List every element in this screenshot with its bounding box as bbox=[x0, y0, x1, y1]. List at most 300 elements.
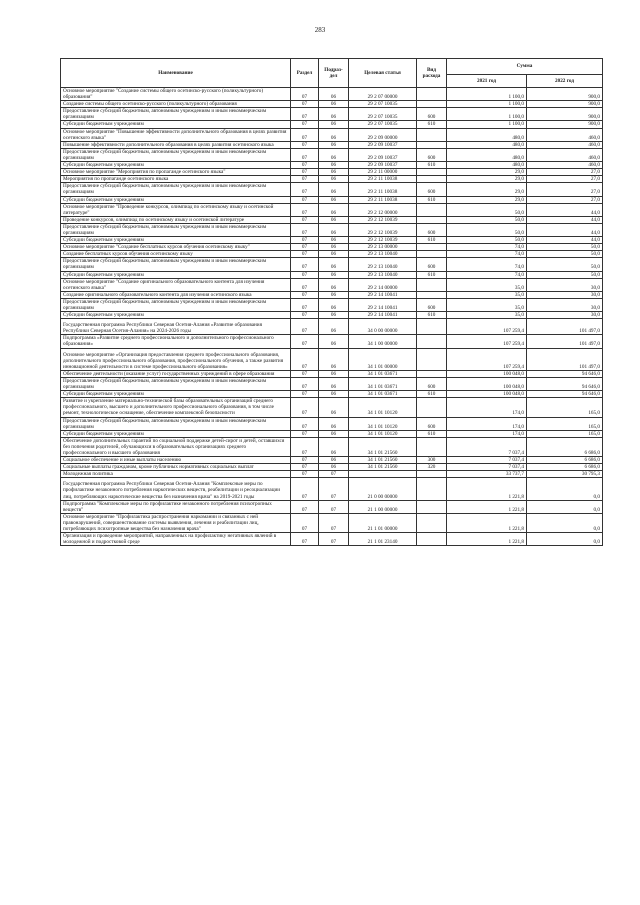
row-subsection: 06 bbox=[319, 348, 349, 370]
row-name: Основное мероприятие "Проведение конкурсов, олимпиад по осетинскому языку и осетинской литературе" bbox=[61, 203, 291, 216]
table-row bbox=[61, 533, 603, 546]
row-target: 21 1 01 23140 bbox=[349, 533, 417, 546]
row-target: 29 2 14 10041 bbox=[349, 298, 417, 311]
row-target: 34 1 01 03671 bbox=[349, 391, 417, 398]
row-target: 29 2 07 10035 bbox=[349, 108, 417, 121]
row-subsection: 07 bbox=[319, 478, 349, 500]
row-sum-2022: 50,0 bbox=[527, 271, 603, 278]
row-expense-type: 600 bbox=[417, 258, 447, 271]
row-target: 29 2 09 10037 bbox=[349, 141, 417, 148]
table-row bbox=[61, 391, 603, 398]
row-target: 29 2 09 00000 bbox=[349, 128, 417, 141]
table-row bbox=[61, 223, 603, 236]
row-target: 29 2 13 10040 bbox=[349, 271, 417, 278]
row-sum-2022: 50,0 bbox=[527, 251, 603, 258]
row-sum-2022: 44,0 bbox=[527, 237, 603, 244]
row-expense-type bbox=[417, 370, 447, 377]
row-subsection: 06 bbox=[319, 278, 349, 291]
row-sum-2021: 29,0 bbox=[447, 196, 527, 203]
row-name: Государственная программа Республики Северная Осетия-Алания "Комплексные меры по профилактике незаконного потребления наркотических веществ, реабилитации и ресоциализации лиц, потребляющих наркотические вещества без назначения врача" на 2019-2021 годы bbox=[61, 478, 291, 500]
row-sum-2022: 50,0 bbox=[527, 258, 603, 271]
row-section: 07 bbox=[291, 335, 319, 348]
row-target: 29 2 13 10040 bbox=[349, 258, 417, 271]
row-sum-2021: 74,0 bbox=[447, 251, 527, 258]
row-subsection: 06 bbox=[319, 430, 349, 437]
row-sum-2022: 94 646,0 bbox=[527, 370, 603, 377]
table-row bbox=[61, 377, 603, 390]
row-name: Предоставление субсидий бюджетным, автономным учреждениям и иным некоммерческим организациям bbox=[61, 183, 291, 196]
row-target: 29 2 12 10039 bbox=[349, 223, 417, 236]
row-subsection: 06 bbox=[319, 101, 349, 108]
row-name: Создание оригинального образовательного контента для изучения осетинского языка bbox=[61, 291, 291, 298]
row-subsection: 06 bbox=[319, 464, 349, 471]
row-target: 21 1 00 00000 bbox=[349, 500, 417, 513]
row-section: 07 bbox=[291, 457, 319, 464]
row-section: 07 bbox=[291, 278, 319, 291]
row-sum-2022: 27,0 bbox=[527, 176, 603, 183]
row-name: Субсидии бюджетным учреждениям bbox=[61, 391, 291, 398]
row-expense-type bbox=[417, 128, 447, 141]
row-sum-2022: 44,0 bbox=[527, 203, 603, 216]
row-expense-type bbox=[417, 478, 447, 500]
row-subsection: 06 bbox=[319, 319, 349, 335]
row-sum-2021: 35,0 bbox=[447, 298, 527, 311]
row-subsection: 06 bbox=[319, 291, 349, 298]
row-sum-2022: 101 497,0 bbox=[527, 319, 603, 335]
row-name: Предоставление субсидий бюджетным, автономным учреждениям и иным некоммерческим организациям bbox=[61, 148, 291, 161]
row-expense-type: 600 bbox=[417, 417, 447, 430]
row-sum-2021: 100 048,0 bbox=[447, 370, 527, 377]
row-target: 29 2 09 10037 bbox=[349, 162, 417, 169]
row-sum-2022: 900,0 bbox=[527, 108, 603, 121]
row-sum-2022: 44,0 bbox=[527, 223, 603, 236]
table-row bbox=[61, 478, 603, 500]
table-row bbox=[61, 108, 603, 121]
row-target: 29 2 14 10041 bbox=[349, 312, 417, 319]
table-row bbox=[61, 162, 603, 169]
row-expense-type: 600 bbox=[417, 183, 447, 196]
row-name: Субсидии бюджетным учреждениям bbox=[61, 271, 291, 278]
row-sum-2021: 7 037,4 bbox=[447, 464, 527, 471]
row-expense-type bbox=[417, 471, 447, 478]
row-name: Создание системы общего осетинско-русского (поликультурного) образования bbox=[61, 101, 291, 108]
row-sum-2021: 100 048,0 bbox=[447, 391, 527, 398]
row-subsection: 07 bbox=[319, 533, 349, 546]
row-section: 07 bbox=[291, 258, 319, 271]
row-expense-type: 600 bbox=[417, 377, 447, 390]
row-subsection: 06 bbox=[319, 148, 349, 161]
row-sum-2022: 460,0 bbox=[527, 128, 603, 141]
row-expense-type: 600 bbox=[417, 108, 447, 121]
row-expense-type: 610 bbox=[417, 430, 447, 437]
table-row bbox=[61, 278, 603, 291]
table-row bbox=[61, 121, 603, 128]
table-row bbox=[61, 176, 603, 183]
row-name: Субсидии бюджетным учреждениям bbox=[61, 162, 291, 169]
row-section: 07 bbox=[291, 223, 319, 236]
row-section: 07 bbox=[291, 291, 319, 298]
row-expense-type bbox=[417, 291, 447, 298]
row-section: 07 bbox=[291, 121, 319, 128]
row-expense-type: 610 bbox=[417, 237, 447, 244]
row-target: 29 2 11 10038 bbox=[349, 176, 417, 183]
row-sum-2021: 35,0 bbox=[447, 278, 527, 291]
row-section: 07 bbox=[291, 176, 319, 183]
row-sum-2022: 30 795,3 bbox=[527, 471, 603, 478]
row-sum-2021: 1 221,8 bbox=[447, 513, 527, 532]
row-subsection: 06 bbox=[319, 108, 349, 121]
row-name: Субсидии бюджетным учреждениям bbox=[61, 312, 291, 319]
row-sum-2022: 30,0 bbox=[527, 291, 603, 298]
table-row bbox=[61, 203, 603, 216]
table-row bbox=[61, 169, 603, 176]
row-sum-2022: 101 497,0 bbox=[527, 335, 603, 348]
row-name: Субсидии бюджетным учреждениям bbox=[61, 430, 291, 437]
row-subsection: 07 bbox=[319, 500, 349, 513]
row-subsection: 06 bbox=[319, 203, 349, 216]
row-expense-type: 600 bbox=[417, 223, 447, 236]
row-sum-2021: 1 100,0 bbox=[447, 121, 527, 128]
row-expense-type bbox=[417, 335, 447, 348]
table-row bbox=[61, 88, 603, 101]
table-row bbox=[61, 141, 603, 148]
table-row bbox=[61, 500, 603, 513]
row-subsection: 06 bbox=[319, 370, 349, 377]
row-subsection: 06 bbox=[319, 398, 349, 417]
row-expense-type bbox=[417, 141, 447, 148]
row-subsection: 06 bbox=[319, 223, 349, 236]
row-expense-type bbox=[417, 278, 447, 291]
row-sum-2022: 44,0 bbox=[527, 216, 603, 223]
header-target: Целевая статья bbox=[349, 59, 417, 88]
row-subsection: 06 bbox=[319, 128, 349, 141]
row-sum-2021: 107 259,4 bbox=[447, 348, 527, 370]
table-row bbox=[61, 128, 603, 141]
row-target: 34 1 00 00000 bbox=[349, 335, 417, 348]
row-section: 07 bbox=[291, 203, 319, 216]
row-sum-2021: 1 100,0 bbox=[447, 108, 527, 121]
row-expense-type: 610 bbox=[417, 312, 447, 319]
row-subsection: 06 bbox=[319, 298, 349, 311]
row-sum-2021: 50,0 bbox=[447, 237, 527, 244]
table-row bbox=[61, 216, 603, 223]
row-section: 07 bbox=[291, 141, 319, 148]
row-sum-2021: 480,0 bbox=[447, 162, 527, 169]
row-expense-type: 610 bbox=[417, 391, 447, 398]
row-sum-2022: 0,0 bbox=[527, 478, 603, 500]
row-name: Развитие и укрепление материально-технической базы образовательных организаций среднего профессионального, высшего и дополнительного профессионального образования, в том числе ремонт, технологическое оснащение, обеспечение комплексной безопасности bbox=[61, 398, 291, 417]
row-name: Мероприятия по пропаганде осетинского языка bbox=[61, 176, 291, 183]
table-body bbox=[61, 88, 603, 546]
row-sum-2021: 174,0 bbox=[447, 398, 527, 417]
table-row bbox=[61, 430, 603, 437]
table-row bbox=[61, 244, 603, 251]
table-row bbox=[61, 319, 603, 335]
row-section: 07 bbox=[291, 183, 319, 196]
row-name: Социальное обеспечение и иные выплаты населению bbox=[61, 457, 291, 464]
row-target: 34 0 00 00000 bbox=[349, 319, 417, 335]
row-target: 29 2 09 10037 bbox=[349, 148, 417, 161]
row-sum-2021: 29,0 bbox=[447, 183, 527, 196]
row-sum-2021: 50,0 bbox=[447, 216, 527, 223]
table-row bbox=[61, 457, 603, 464]
row-name: Субсидии бюджетным учреждениям bbox=[61, 196, 291, 203]
row-name: Основное мероприятие "Повышение эффективности дополнительного образования в целях развития осетинского языка" bbox=[61, 128, 291, 141]
table-row bbox=[61, 101, 603, 108]
row-sum-2022: 30,0 bbox=[527, 312, 603, 319]
page-number: 283 bbox=[314, 26, 326, 34]
row-expense-type bbox=[417, 533, 447, 546]
row-sum-2022: 27,0 bbox=[527, 196, 603, 203]
row-sum-2021: 29,0 bbox=[447, 169, 527, 176]
row-sum-2022: 165,0 bbox=[527, 417, 603, 430]
row-section: 07 bbox=[291, 478, 319, 500]
row-section: 07 bbox=[291, 216, 319, 223]
row-section: 07 bbox=[291, 128, 319, 141]
row-sum-2021: 50,0 bbox=[447, 203, 527, 216]
row-target: 34 1 01 21560 bbox=[349, 464, 417, 471]
row-expense-type bbox=[417, 203, 447, 216]
row-sum-2021: 174,0 bbox=[447, 417, 527, 430]
row-target: 29 2 12 00000 bbox=[349, 203, 417, 216]
row-section: 07 bbox=[291, 500, 319, 513]
row-section: 07 bbox=[291, 391, 319, 398]
row-subsection: 07 bbox=[319, 513, 349, 532]
row-sum-2021: 174,0 bbox=[447, 430, 527, 437]
row-sum-2021: 35,0 bbox=[447, 312, 527, 319]
row-sum-2021: 480,0 bbox=[447, 148, 527, 161]
row-sum-2022: 30,0 bbox=[527, 278, 603, 291]
row-sum-2021: 1 221,8 bbox=[447, 500, 527, 513]
row-name: Повышение эффективности дополнительного образования в целях развития осетинского языка bbox=[61, 141, 291, 148]
row-expense-type bbox=[417, 88, 447, 101]
row-name: Организация и проведение мероприятий, направленных на профилактику негативных явлений в молодежной и подростковой среде bbox=[61, 533, 291, 546]
row-sum-2021: 480,0 bbox=[447, 128, 527, 141]
header-subsection: Подраз-дел bbox=[319, 59, 349, 88]
row-subsection: 06 bbox=[319, 417, 349, 430]
row-sum-2021: 1 100,0 bbox=[447, 88, 527, 101]
row-sum-2022: 900,0 bbox=[527, 121, 603, 128]
row-name: Подпрограмма "Комплексные меры по профилактике незаконного потребления психотропных веществ" bbox=[61, 500, 291, 513]
row-target: 21 0 00 00000 bbox=[349, 478, 417, 500]
row-section: 07 bbox=[291, 271, 319, 278]
row-section: 07 bbox=[291, 398, 319, 417]
header-sum: Сумма bbox=[447, 59, 603, 75]
row-name: Основное мероприятие "Мероприятия по пропаганде осетинского языка" bbox=[61, 169, 291, 176]
row-name: Предоставление субсидий бюджетным, автономным учреждениям и иным некоммерческим организациям bbox=[61, 258, 291, 271]
row-section: 07 bbox=[291, 513, 319, 532]
row-subsection: 06 bbox=[319, 183, 349, 196]
row-section: 07 bbox=[291, 169, 319, 176]
row-subsection: 06 bbox=[319, 251, 349, 258]
row-section: 07 bbox=[291, 237, 319, 244]
row-sum-2022: 6 686,0 bbox=[527, 464, 603, 471]
row-section: 07 bbox=[291, 101, 319, 108]
row-expense-type: 300 bbox=[417, 457, 447, 464]
row-expense-type bbox=[417, 513, 447, 532]
header-year-2021: 2021 год bbox=[447, 75, 527, 88]
row-section: 07 bbox=[291, 108, 319, 121]
table-row bbox=[61, 437, 603, 456]
row-sum-2022: 94 646,0 bbox=[527, 377, 603, 390]
row-sum-2021: 1 221,8 bbox=[447, 478, 527, 500]
row-sum-2022: 165,0 bbox=[527, 398, 603, 417]
row-target: 34 1 01 00000 bbox=[349, 348, 417, 370]
row-subsection: 06 bbox=[319, 88, 349, 101]
table-row bbox=[61, 258, 603, 271]
row-subsection: 06 bbox=[319, 244, 349, 251]
table-row bbox=[61, 312, 603, 319]
row-section: 07 bbox=[291, 348, 319, 370]
table-row bbox=[61, 370, 603, 377]
row-subsection: 06 bbox=[319, 176, 349, 183]
row-expense-type: 320 bbox=[417, 464, 447, 471]
row-section: 07 bbox=[291, 312, 319, 319]
row-name: Основное мероприятие "Создание бесплатных курсов обучения осетинскому языку" bbox=[61, 244, 291, 251]
row-sum-2022: 50,0 bbox=[527, 244, 603, 251]
row-target: 29 2 07 10035 bbox=[349, 121, 417, 128]
row-section: 07 bbox=[291, 148, 319, 161]
row-target bbox=[349, 471, 417, 478]
row-sum-2022: 460,0 bbox=[527, 148, 603, 161]
row-target: 21 1 01 00000 bbox=[349, 513, 417, 532]
row-target: 29 2 13 10040 bbox=[349, 251, 417, 258]
table-row bbox=[61, 335, 603, 348]
row-section: 07 bbox=[291, 430, 319, 437]
row-target: 34 1 01 10120 bbox=[349, 430, 417, 437]
row-sum-2022: 27,0 bbox=[527, 183, 603, 196]
table-row bbox=[61, 271, 603, 278]
row-name: Обеспечение деятельности (оказание услуг) государственных учреждений в сфере образования bbox=[61, 370, 291, 377]
row-name: Предоставление субсидий бюджетным, автономным учреждениям и иным некоммерческим организациям bbox=[61, 298, 291, 311]
row-sum-2022: 6 686,0 bbox=[527, 457, 603, 464]
row-sum-2021: 35,0 bbox=[447, 291, 527, 298]
table-row bbox=[61, 464, 603, 471]
row-name: Создание бесплатных курсов обучения осетинскому языку bbox=[61, 251, 291, 258]
table-row bbox=[61, 148, 603, 161]
row-name: Предоставление субсидий бюджетным, автономным учреждениям и иным некоммерческим организациям bbox=[61, 223, 291, 236]
row-target: 34 1 01 03671 bbox=[349, 370, 417, 377]
row-section: 07 bbox=[291, 533, 319, 546]
row-sum-2022: 94 646,0 bbox=[527, 391, 603, 398]
table-row bbox=[61, 196, 603, 203]
row-expense-type: 610 bbox=[417, 162, 447, 169]
table-row bbox=[61, 417, 603, 430]
row-target: 34 1 01 21560 bbox=[349, 457, 417, 464]
row-target: 29 2 12 10039 bbox=[349, 216, 417, 223]
row-name: Субсидии бюджетным учреждениям bbox=[61, 237, 291, 244]
row-name: Основное мероприятие "Создание системы общего осетинско-русского (поликультурного) образования" bbox=[61, 88, 291, 101]
row-name: Основное мероприятие «Организация предоставления среднего профессионального образования, дополнительного профессионального образования, профессионального обучения, а также развития инновационной деятельности в системе профессионального образования» bbox=[61, 348, 291, 370]
row-sum-2022: 0,0 bbox=[527, 533, 603, 546]
row-section: 07 bbox=[291, 464, 319, 471]
row-expense-type bbox=[417, 500, 447, 513]
row-expense-type: 610 bbox=[417, 196, 447, 203]
budget-table bbox=[60, 58, 603, 546]
row-subsection: 06 bbox=[319, 216, 349, 223]
row-expense-type bbox=[417, 319, 447, 335]
row-subsection: 06 bbox=[319, 377, 349, 390]
row-expense-type bbox=[417, 176, 447, 183]
row-section: 07 bbox=[291, 162, 319, 169]
row-name: Основное мероприятие "Профилактика распространения наркомании и связанных с ней правонарушений, совершенствование системы выявления, лечения и реабилитации лиц, потребляющих психотропные вещества без назначения врача" bbox=[61, 513, 291, 532]
row-expense-type bbox=[417, 251, 447, 258]
header-name: Наименование bbox=[61, 59, 291, 88]
table-row bbox=[61, 237, 603, 244]
row-sum-2022: 0,0 bbox=[527, 500, 603, 513]
row-sum-2021: 107 259,4 bbox=[447, 335, 527, 348]
row-target: 34 1 01 10120 bbox=[349, 417, 417, 430]
row-sum-2021: 74,0 bbox=[447, 244, 527, 251]
row-target: 34 1 01 21560 bbox=[349, 437, 417, 456]
row-section: 07 bbox=[291, 251, 319, 258]
row-expense-type: 600 bbox=[417, 148, 447, 161]
row-section: 07 bbox=[291, 471, 319, 478]
row-name: Обеспечение дополнительных гарантий по социальной поддержке детей-сирот и детей, оставшихся без попечения родителей, обучающихся в образовательных организациях среднего профессионального и высшего образования bbox=[61, 437, 291, 456]
row-sum-2021: 50,0 bbox=[447, 223, 527, 236]
row-name: Подпрограмма «Развитие среднего профессионального и дополнительного профессионального образования» bbox=[61, 335, 291, 348]
header-section: Раздел bbox=[291, 59, 319, 88]
row-sum-2022: 165,0 bbox=[527, 430, 603, 437]
row-target: 29 2 13 00000 bbox=[349, 244, 417, 251]
row-subsection: 06 bbox=[319, 437, 349, 456]
row-target: 29 2 14 00000 bbox=[349, 278, 417, 291]
row-expense-type: 600 bbox=[417, 298, 447, 311]
table-row bbox=[61, 398, 603, 417]
row-target: 29 2 11 10038 bbox=[349, 196, 417, 203]
row-sum-2022: 900,0 bbox=[527, 88, 603, 101]
row-subsection: 06 bbox=[319, 258, 349, 271]
row-sum-2021: 74,0 bbox=[447, 258, 527, 271]
row-expense-type bbox=[417, 216, 447, 223]
row-sum-2022: 30,0 bbox=[527, 298, 603, 311]
row-name: Субсидии бюджетным учреждениям bbox=[61, 121, 291, 128]
row-section: 07 bbox=[291, 417, 319, 430]
row-sum-2021: 29,0 bbox=[447, 176, 527, 183]
row-name: Предоставление субсидий бюджетным, автономным учреждениям и иным некоммерческим организациям bbox=[61, 377, 291, 390]
row-name: Предоставление субсидий бюджетным, автономным учреждениям и иным некоммерческим организациям bbox=[61, 417, 291, 430]
row-name: Проведение конкурсов, олимпиад по осетинскому языку и осетинской литературе bbox=[61, 216, 291, 223]
row-target: 29 2 12 10039 bbox=[349, 237, 417, 244]
row-subsection: 06 bbox=[319, 457, 349, 464]
row-subsection: 06 bbox=[319, 169, 349, 176]
row-sum-2022: 460,0 bbox=[527, 162, 603, 169]
row-section: 07 bbox=[291, 437, 319, 456]
row-subsection: 06 bbox=[319, 312, 349, 319]
row-section: 07 bbox=[291, 319, 319, 335]
row-target: 34 1 01 10120 bbox=[349, 398, 417, 417]
table-header-row bbox=[61, 59, 603, 75]
table-row bbox=[61, 348, 603, 370]
row-section: 07 bbox=[291, 244, 319, 251]
row-subsection: 06 bbox=[319, 196, 349, 203]
row-expense-type bbox=[417, 398, 447, 417]
row-target: 29 2 11 10038 bbox=[349, 183, 417, 196]
row-name: Государственная программа Республики Северная Осетия-Алания «Развитие образования Республики Северная Осетия-Алания» на 2024-2026 годы bbox=[61, 319, 291, 335]
table-row bbox=[61, 183, 603, 196]
row-subsection: 06 bbox=[319, 237, 349, 244]
row-sum-2021: 7 037,4 bbox=[447, 437, 527, 456]
row-sum-2021: 480,0 bbox=[447, 141, 527, 148]
row-subsection: 06 bbox=[319, 141, 349, 148]
row-sum-2022: 900,0 bbox=[527, 101, 603, 108]
row-sum-2021: 100 048,0 bbox=[447, 377, 527, 390]
row-sum-2021: 1 100,0 bbox=[447, 101, 527, 108]
row-section: 07 bbox=[291, 377, 319, 390]
table-row bbox=[61, 251, 603, 258]
row-sum-2022: 0,0 bbox=[527, 513, 603, 532]
row-name: Основное мероприятие "Создание оригинального образовательного контента для изучения осетинского языка" bbox=[61, 278, 291, 291]
